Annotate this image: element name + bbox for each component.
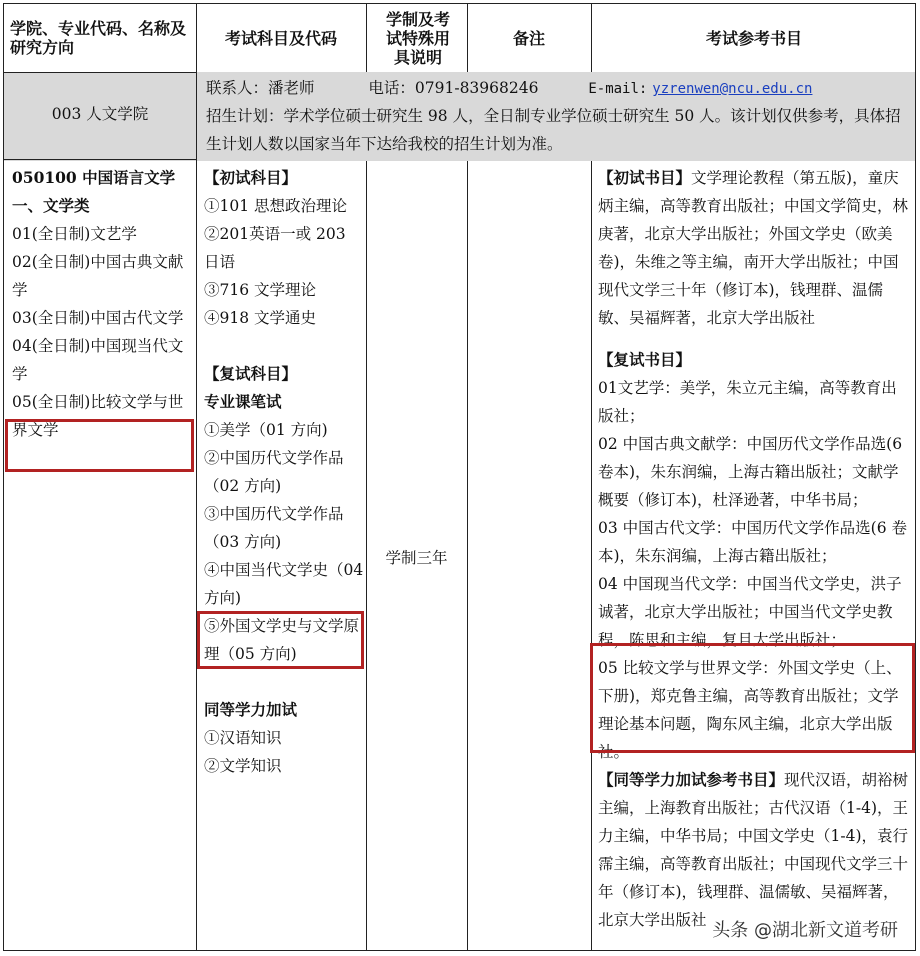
column-divider: [196, 72, 197, 161]
retest-books-title: 【复试书目】: [598, 350, 692, 369]
retest-item: ③中国历代文学作品（03 方向): [204, 505, 344, 551]
retest-item: ①美学（01 方向): [204, 421, 328, 439]
subject-item: ④918 文学通史: [204, 309, 317, 327]
subject-item: ③716 文学理论: [204, 281, 317, 299]
initial-books-title: 【初试书目】: [598, 168, 692, 187]
email-label: E-mail:: [588, 81, 648, 97]
initial-books-text: 文学理论教程（第五版)，童庆炳主编，高等教育出版社；中国文学简史，林庚著，北京大学出版社；外国文学史（欧美卷)，朱维之等主编，南开大学出版社；中国现代文学三十年（修订本)，钱理群、温儒敏、吴福辉著，北京大学出版社: [598, 169, 909, 327]
header-books: 考试参考书目: [705, 28, 802, 48]
equal-books-title: 【同等学力加试参考书目】: [598, 770, 785, 789]
direction-item: 04(全日制)中国现当代文学: [12, 337, 184, 383]
books-column: [598, 164, 910, 934]
equal-item: ①汉语知识: [204, 729, 282, 747]
retest-book-item: 01文艺学：美学，朱立元主编，高等教育出版社；: [598, 379, 897, 425]
admissions-table: [3, 3, 916, 951]
retest-item: ②中国历代文学作品（02 方向): [204, 449, 344, 495]
initial-subjects-title: 【初试科目】: [204, 168, 298, 187]
equal-books-text: 现代汉语，胡裕树主编，上海教育出版社；古代汉语（1-4)，王力主编，中华书局；中国文学史（1-4)，袁行霈主编，高等教育出版社；中国现代文学三十年（修订本)，钱理群、温儒敏、吴福辉著，北京大学出版社: [598, 771, 909, 929]
equal-books: [598, 766, 910, 934]
retest-book-item: 03 中国古代文学：中国历代文学作品选(6 卷本)，朱东润编，上海古籍出版社；: [598, 519, 907, 565]
equal-item: ②文学知识: [204, 757, 282, 775]
retest-book-item: 04 中国现当代文学：中国当代文学史，洪子诚著，北京大学出版社；中国当代文学史教程，陈思和主编，复旦大学出版社；: [598, 575, 902, 649]
direction-item: 03(全日制)中国古代文学: [12, 309, 184, 327]
duration-text: 学制三年: [385, 549, 448, 567]
major-column: [12, 164, 190, 444]
retest-subjects-title: 【复试科目】: [204, 364, 298, 383]
college-contact: [206, 74, 910, 103]
enrollment-plan: 招生计划：学术学位硕士研究生 98 人，全日制专业学位硕士研究生 50 人。该计划仅供参考，具体招生计划人数以国家当年下达给我校的招生计划为准。: [206, 107, 901, 153]
retest-subtitle: 专业课笔试: [204, 392, 282, 411]
retest-book-item-highlighted: 05 比较文学与世界文学：外国文学史（上、下册)，郑克鲁主编，高等教育出版社；文学理论基本问题，陶东风主编，北京大学出版社。: [598, 659, 902, 761]
subject-item: ②201英语一或 203 日语: [204, 225, 346, 271]
watermark: 头条 @湖北新文道考研: [708, 916, 902, 942]
header-remarks: 备注: [512, 28, 545, 48]
contact-person: 联系人：潘老师: [206, 79, 315, 97]
subject-item: ①101 思想政治理论: [204, 197, 348, 215]
direction-item: 02(全日制)中国古典文献学: [12, 253, 184, 299]
highlight-box-subject: [197, 611, 364, 669]
highlight-box-books: [590, 643, 915, 753]
email-link[interactable]: yzrenwen@ncu.edu.cn: [652, 81, 813, 97]
initial-books: [598, 164, 910, 332]
equal-subjects-title: 同等学力加试: [204, 700, 298, 719]
retest-item-highlighted: ⑤外国文学史与文学原理（05 方向): [204, 617, 360, 663]
retest-book-item: 02 中国古典文献学：中国历代文学作品选(6卷本)，朱东润编，上海古籍出版社；文献学概要（修订本)，杜泽逊著，中华书局；: [598, 435, 903, 509]
retest-item: ④中国当代文学史（04 方向): [204, 561, 364, 607]
major-code-name: 050100 中国语言文学: [12, 168, 176, 187]
header-subjects: 考试科目及代码: [224, 28, 337, 48]
direction-item-highlighted: 05(全日制)比较文学与世界文学: [12, 393, 184, 439]
subjects-column: [204, 164, 364, 780]
contact-phone: 电话：0791-83968246: [368, 79, 539, 97]
college-name: 003 人文学院: [51, 105, 149, 123]
highlight-box-direction: [5, 419, 194, 472]
header-college: 学院、专业代码、名称及研究方向: [10, 19, 187, 57]
header-duration: 学制及考试特殊用具说明: [385, 9, 450, 67]
direction-item: 01(全日制)文艺学: [12, 225, 137, 243]
major-category: 一、文学类: [12, 196, 90, 215]
